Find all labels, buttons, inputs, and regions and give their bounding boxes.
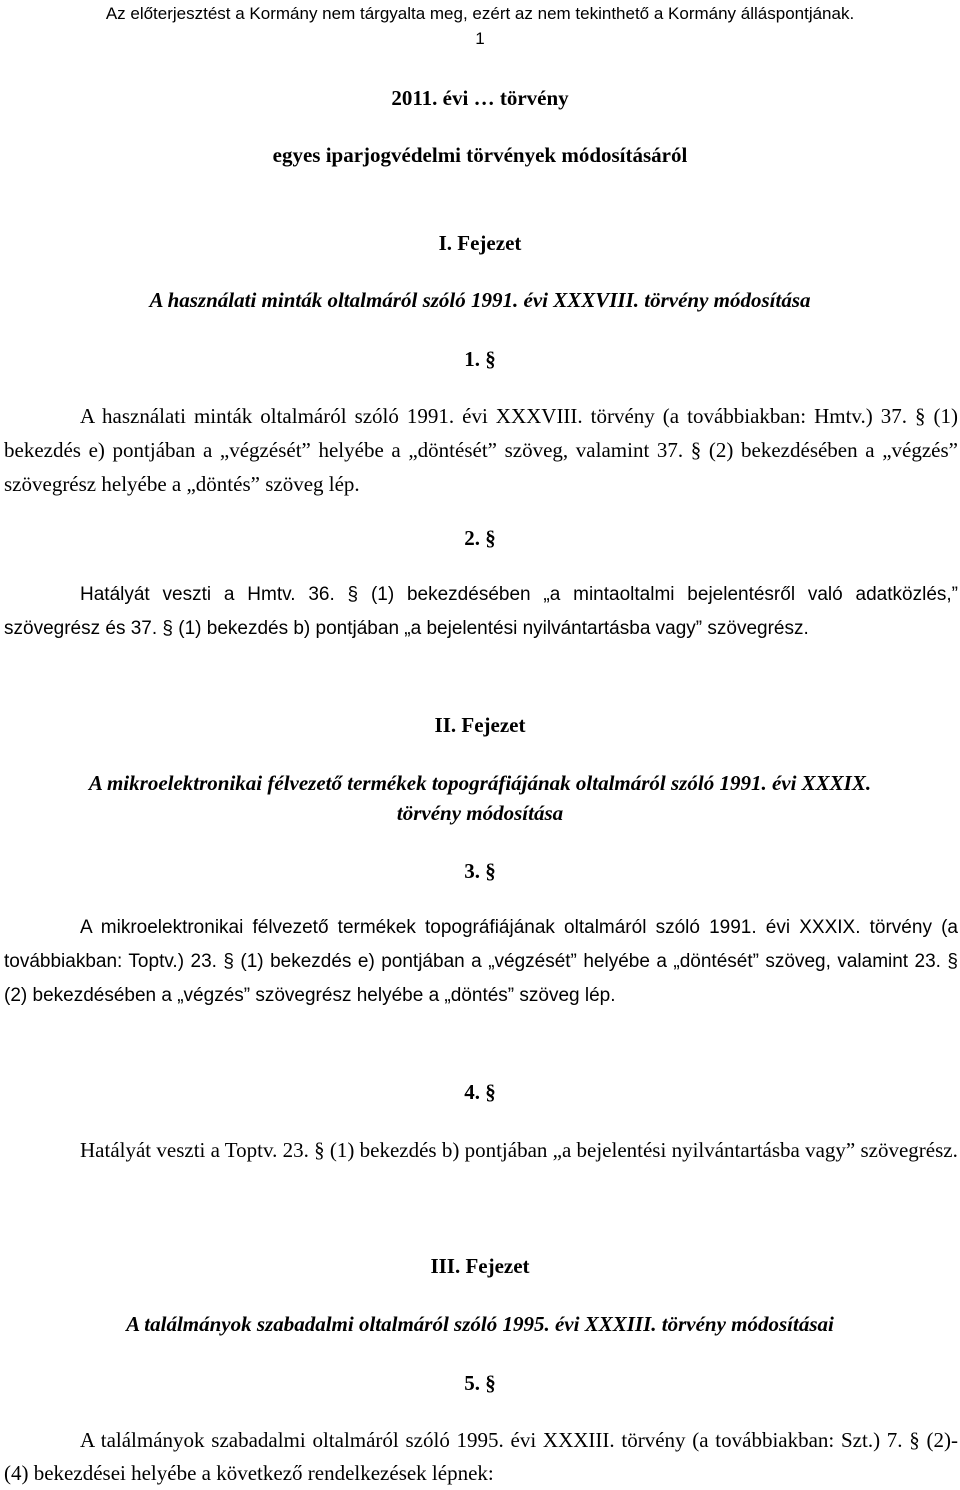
chapter-1-heading: A használati minták oltalmáról szóló 1991. évi XXXVIII. törvény módosítása xyxy=(149,288,811,312)
section-3-text: A mikroelektronikai félvezető termékek topográfiájának oltalmáról szóló 1991. évi XXXIX. törvény (a továbbiakban: Toptv.) 23. § (1) bekezdés e) pontjában a „végzését” helyébe a „döntését” szöveg, valamint 23. § (2) bekezdésében a „végzés” szövegrész helyébe a „döntés” szöveg lép. xyxy=(4,917,958,1006)
section-4-number: 4. § xyxy=(464,1080,496,1104)
law-title: 2011. évi … törvény xyxy=(391,86,569,110)
section-4-text: Hatályát veszti a Toptv. 23. § (1) bekezdés b) pontjában „a bejelentési nyilvántartásba vagy” szövegrész. xyxy=(80,1138,958,1162)
section-2-text: Hatályát veszti a Hmtv. 36. § (1) bekezdésében „a mintaoltalmi bejelentésről való adatközlés,” szövegrész és 37. § (1) bekezdés b) pontjában „a bejelentési nyilvántartásba vagy” szövegrész. xyxy=(4,584,958,639)
section-1-text: A használati minták oltalmáról szóló 1991. évi XXXVIII. törvény (a továbbiakban: Hmtv.) 37. § (1) bekezdés e) pontjában a „végzését” helyébe a „döntését” szöveg, valamint 37. § (2) bekezdésében a „végzés” szövegrész helyébe a „döntés” szöveg lép. xyxy=(4,404,958,496)
section-5-number: 5. § xyxy=(464,1371,496,1395)
page-number: 1 xyxy=(475,29,485,48)
chapter-2-heading-line1: A mikroelektronikai félvezető termékek topográfiájának oltalmáról szóló 1991. évi XXXIX. xyxy=(88,771,872,795)
chapter-3-heading: A találmányok szabadalmi oltalmáról szóló 1995. évi XXXIII. törvény módosításai xyxy=(126,1312,834,1336)
law-subtitle: egyes iparjogvédelmi törvények módosításáról xyxy=(272,143,688,167)
chapter-3-label: III. Fejezet xyxy=(430,1254,530,1278)
section-1-number: 1. § xyxy=(464,347,496,371)
chapter-2-heading-line2: törvény módosítása xyxy=(396,801,564,825)
section-3-number: 3. § xyxy=(464,859,496,883)
chapter-1-label: I. Fejezet xyxy=(438,231,522,255)
section-2-number: 2. § xyxy=(464,526,496,550)
chapter-2-label: II. Fejezet xyxy=(434,713,526,737)
disclaimer-header: Az előterjesztést a Kormány nem tárgyalta meg, ezért az nem tekinthető a Kormány álláspontjának. xyxy=(105,4,855,23)
section-5-text: A találmányok szabadalmi oltalmáról szóló 1995. évi XXXIII. törvény (a továbbiakban: Szt.) 7. § (2)-(4) bekezdései helyébe a következő rendelkezések lépnek: xyxy=(4,1428,958,1485)
